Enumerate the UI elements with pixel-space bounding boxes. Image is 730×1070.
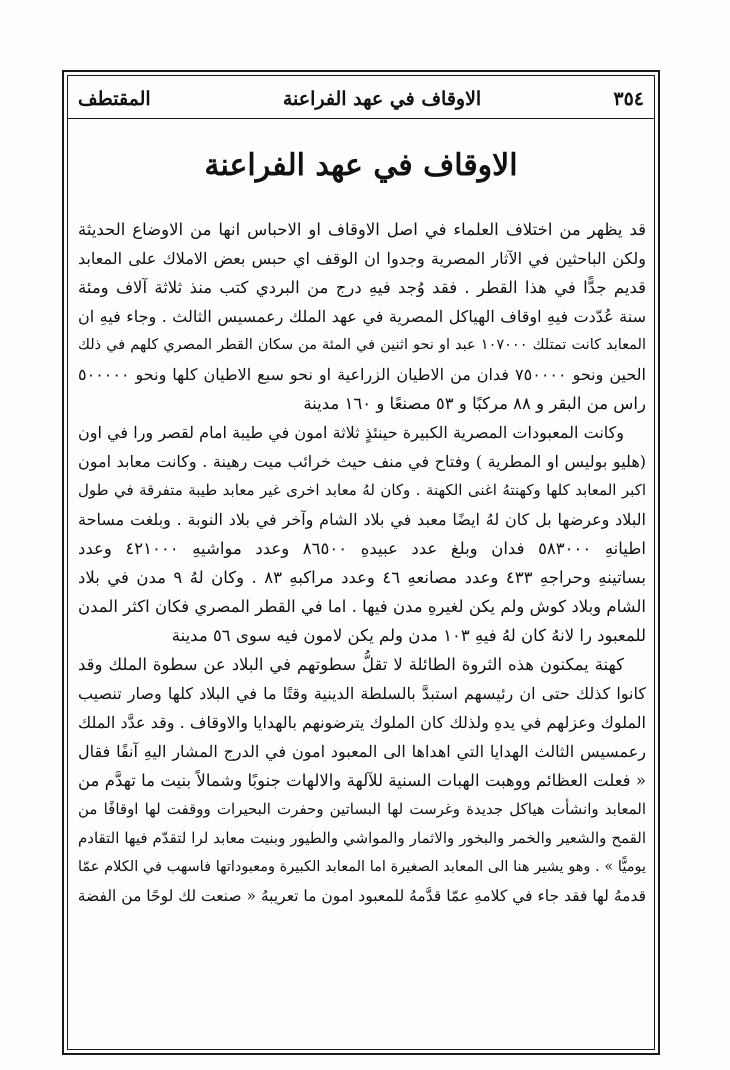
text-line: يوميًّا » . وهو يشير هنا الى المعابد الصغيرة اما المعابد الكبيرة ومعبوداتها فاسهب في الكلام عمّا: [78, 859, 646, 875]
text-line: البلاد وعرضها بل كان لهُ ايضًا معبد في بلاد الشام وآخر في بلاد النوبة . وبلغت مساحة: [78, 510, 646, 529]
magazine-name: المقتطف: [78, 88, 151, 110]
text-line: « فعلت العظائم ووهبت الهبات السنية للآلهة والالهات جنوبًا وشمالاً بنيت ما تهدَّم من: [78, 771, 646, 790]
text-line: الشام وبلاد كوش ولم يكن لغيرهِ مدن فيها . اما في القطر المصري فكان اكثر المدن: [78, 597, 646, 616]
text-line: القمح والشعير والخمر والبخور والاثمار والمواشي والطيور وبنيت معابد لرا لتقدّم فيها التقادم: [78, 829, 646, 847]
text-line: الملوك وعزلهم في يدهِ ولذلك كان الملوك يترضونهم بالهدايا والاوقاف . وقد عدَّد الملك: [78, 713, 646, 732]
text-line: راس من البقر و ٨٨ مركبًا و ٥٣ مصنعًا و ١٦٠ مدينة: [303, 394, 646, 413]
running-header: [78, 84, 644, 114]
text-line: للمعبود را لانهُ كان لهُ فيهِ ١٠٣ مدن ولم يكن لامون فيه سوى ٥٦ مدينة: [171, 626, 646, 645]
text-line: ولكن الباحثين في الآثار المصرية وجدوا ان الوقف اي حبس بعض الاملاك على المعابد: [78, 249, 646, 268]
text-line: قد يظهر من اختلاف العلماء في اصل الاوقاف او الاحباس انها من الاوضاع الحديثة: [78, 220, 646, 239]
text-line: اطيانهِ ٥٨٣٠٠٠ فدان وبلغ عدد عبيدهِ ٨٦٥٠٠ وعدد مواشيهِ ٤٢١٠٠٠ وعدد: [78, 539, 646, 558]
text-line: كهنة يمكنون هذه الثروة الطائلة لا تقلُّ سطوتهم في البلاد عن سطوة الملك وقد: [78, 655, 624, 674]
page-number: ٣٥٤: [613, 88, 644, 110]
running-title: الاوقاف في عهد الفراعنة: [282, 88, 482, 110]
text-line: بساتينهِ وحراجهِ ٤٣٣ وعدد مصانعهِ ٤٦ وعدد مراكبهِ ٨٣ . وكان لهُ ٩ مدن في بلاد: [78, 568, 646, 587]
text-line: كانوا كذلك حتى ان رئيسهم استبدَّ بالسلطة الدينية وقتًا ما في البلاد كلها وصار تنصيب: [78, 684, 646, 703]
header-rule: [67, 118, 655, 119]
text-line: سنة عُدّدت فيهِ اوقاف الهياكل المصرية في عهد الملك رعمسيس الثالث . وجاء فيهِ ان: [78, 307, 646, 326]
text-line: رعمسيس الثالث الهدايا التي اهداها الى المعبود امون في الدرج المشار اليهِ آنفًا فقال: [78, 742, 646, 761]
text-line: اكبر المعابد كلها وكهنتهُ اغنى الكهنة . وكان لهُ معابد اخرى غير معابد طيبة متفرقة في طول: [78, 481, 646, 499]
text-line: (هليو بوليس او المطرية ) وفتاح في منف حيث خرائب ميت رهينة . وكانت معابد امون: [78, 452, 646, 471]
text-line: قديم جدًّا في هذا القطر . فقد وُجد فيهِ درج من البردي كتب منذ ثلاثة آلاف ومئة: [78, 278, 646, 297]
text-line: المعابد وانشأت هياكل جديدة وغرست لها البساتين وحفرت البحيرات ووقفت لها اوقافًا من: [78, 800, 646, 818]
article-body: [78, 215, 646, 911]
text-line: المعابد كانت تمتلك ١٠٧٠٠٠ عبد او نحو اثنين في المئة من سكان القطر المصري كلهم في ذلك: [78, 337, 646, 353]
text-line: قدمهُ لها فقد جاء في كلامهِ عمّا قدَّمهُ للمعبود امون ما تعريبهُ « صنعت لك لوحًا من الفضة: [78, 887, 646, 905]
text-line: الحين ونحو ٧٥٠٠٠٠ فدان من الاطيان الزراعية او نحو سبع الاطيان كلها ونحو ٥٠٠٠٠٠: [78, 365, 646, 384]
text-line: وكانت المعبودات المصرية الكبيرة حينئذٍ ثلاثة امون في طيبة امام لقصر ورا في اون: [78, 423, 624, 442]
article-title: الاوقاف في عهد الفراعنة: [204, 148, 518, 183]
